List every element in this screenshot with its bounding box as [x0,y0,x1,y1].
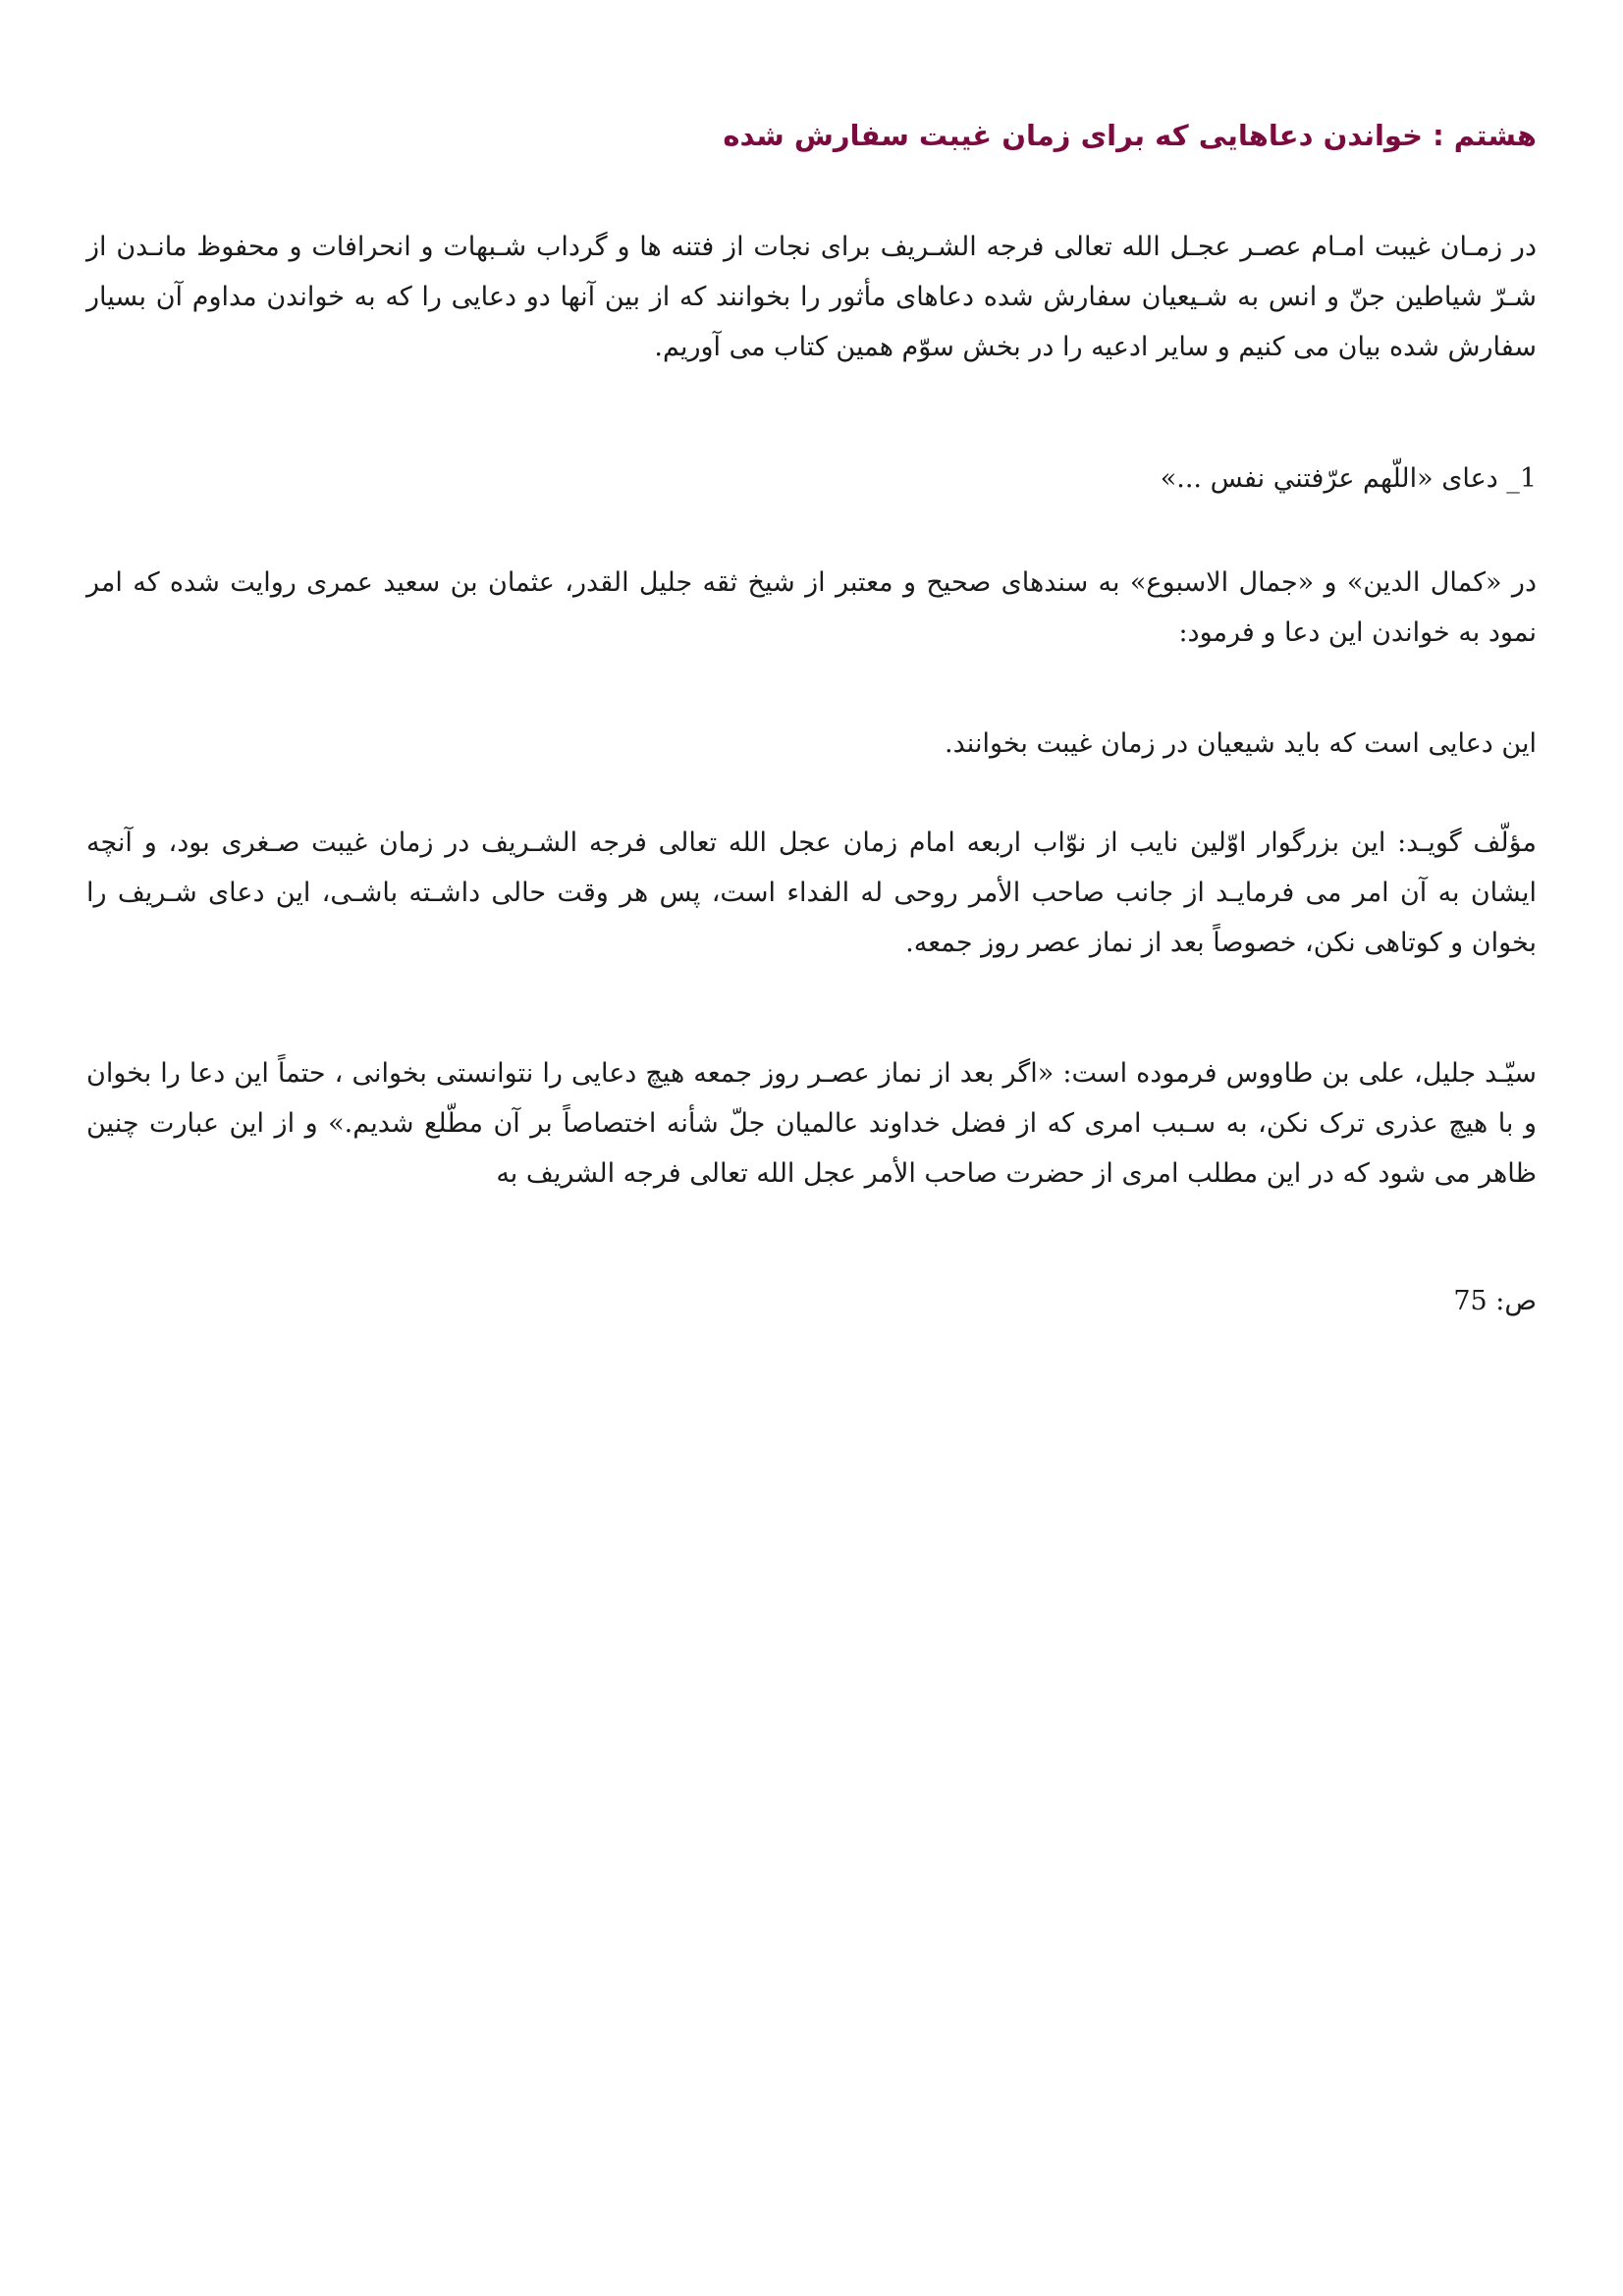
prayer-title: 1_ دعای «اللّهم عرّفتني نفس ...» [1160,463,1537,494]
paragraph-source: در «کمال الدین» و «جمال الاسبوع» به سندهای صحیح و معتبر از شیخ ثقه جلیل القدر، عثمان بن سعید عمری روایت شده که امر نمود به خواندن این دعا و فرمود: [86,567,1537,648]
paragraph-quote: این دعایی است که باید شیعیان در زمان غیبت بخوانند. [945,728,1537,759]
page-number: ص: 75 [1453,1286,1537,1316]
section-heading: هشتم : خواندن دعاهایی که برای زمان غیبت سفارش شده [723,119,1537,152]
paragraph-author-note: مؤلّف گویـد: این بزرگوار اوّلین نایب از نوّاب اربعه امام زمان عجل الله تعالی فرجه الشـریف در زمان غیبت صـغری بود، و آنچه ایشان به آن امر می فرمایـد از جانب صاحب الأمر روحی له الفداء است، پس هر وقت حالی داشـته باشـی، این دعای شـریف را بخوان و کوتاهی نکن، خصوصاً بعد از نماز عصر روز جمعه. [86,828,1537,958]
paragraph-ibn-tawus: سیّـد جلیل، علی بن طاووس فرموده است: «اگر بعد از نماز عصـر روز جمعه هیچ دعایی را نتوانستی بخوانی ، حتماً این دعا را بخوان و با هیچ عذری ترک نکن، به سـبب امری که از فضل خداوند عالمیان جلّ شأنه اختصاصاً بر آن مطّلع شدیم.» و از این عبارت چنین ظاهر می شود که در این مطلب امری از حضرت صاحب الأمر عجل الله تعالی فرجه الشریف به [86,1058,1537,1189]
paragraph-intro: در زمـان غیبت امـام عصـر عجـل الله تعالی فرجه الشـریف برای نجات از فتنه ها و گرداب شـبهات و انحرافات و محفوظ مانـدن از شـرّ شیاطین جنّ و انس به شـیعیان سفارش شده دعاهای مأثور را بخوانند که از بین آنها دو دعایی را که به خواندن مداوم آن بسیار سفارش شده بیان می کنیم و سایر ادعیه را در بخش سوّم همین کتاب می آوریم. [86,232,1537,362]
